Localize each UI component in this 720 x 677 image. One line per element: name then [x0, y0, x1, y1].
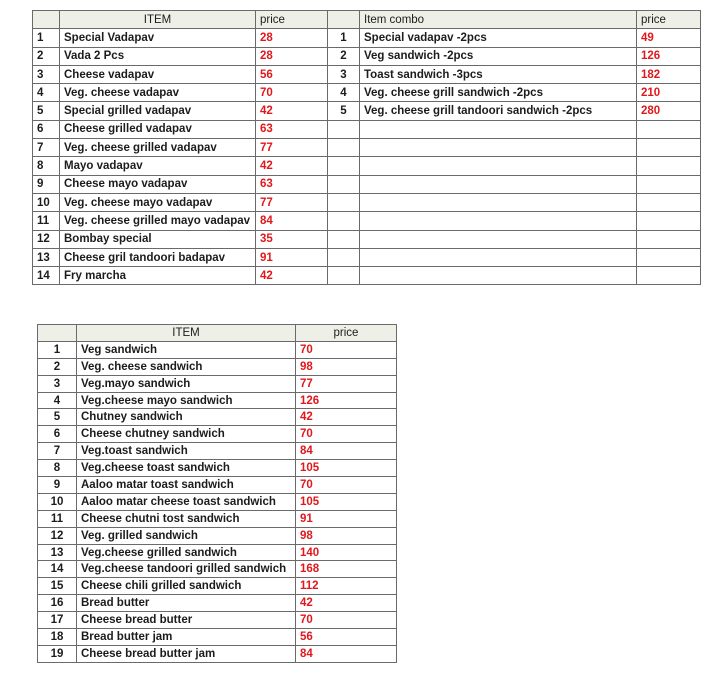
table-row	[38, 612, 397, 629]
table-row	[38, 375, 397, 392]
item-price: 70	[296, 612, 397, 629]
item-name: Bread butter	[77, 595, 296, 612]
item-combo-header: Item combo	[360, 11, 637, 29]
item-price: 126	[296, 392, 397, 409]
item-price: 28	[256, 29, 328, 47]
row-number: 10	[38, 493, 77, 510]
row-number: 9	[33, 175, 60, 193]
index-header	[33, 11, 60, 29]
combo-name	[360, 157, 637, 175]
item-name: Veg sandwich	[77, 341, 296, 358]
row-number: 19	[38, 645, 77, 662]
combo-price	[637, 120, 701, 138]
row-number: 10	[33, 193, 60, 211]
row-number: 14	[38, 561, 77, 578]
combo-number: 3	[328, 65, 360, 83]
item-name: Aaloo matar toast sandwich	[77, 477, 296, 494]
table-row	[38, 460, 397, 477]
row-number: 3	[33, 65, 60, 83]
item-name: Special Vadapav	[60, 29, 256, 47]
table-row	[33, 175, 701, 193]
item-name: Special grilled vadapav	[60, 102, 256, 120]
table-row	[38, 341, 397, 358]
table-row	[33, 230, 701, 248]
item-price: 105	[296, 460, 397, 477]
item-name: Veg. cheese vadapav	[60, 84, 256, 102]
combo-name	[360, 267, 637, 285]
combo-name	[360, 248, 637, 266]
combo-number	[328, 157, 360, 175]
item-name: Cheese mayo vadapav	[60, 175, 256, 193]
sandwich-table-body	[38, 341, 397, 662]
table-row	[38, 477, 397, 494]
table-row	[33, 193, 701, 211]
combo-name	[360, 175, 637, 193]
table-row	[33, 267, 701, 285]
item-price: 84	[296, 645, 397, 662]
row-number: 2	[38, 358, 77, 375]
item-price: 42	[256, 267, 328, 285]
combo-name	[360, 193, 637, 211]
item-name: Veg.toast sandwich	[77, 443, 296, 460]
combo-price	[637, 157, 701, 175]
row-number: 7	[33, 139, 60, 157]
item-price: 35	[256, 230, 328, 248]
item-name: Veg.cheese tandoori grilled sandwich	[77, 561, 296, 578]
combo-number	[328, 193, 360, 211]
item-price: 70	[296, 341, 397, 358]
item-name: Veg.cheese toast sandwich	[77, 460, 296, 477]
vadapav-combo-price-table	[32, 10, 701, 285]
combo-name: Veg. cheese grill tandoori sandwich -2pcs	[360, 102, 637, 120]
row-number: 13	[38, 544, 77, 561]
combo-price: 210	[637, 84, 701, 102]
table-row	[38, 392, 397, 409]
item-name: Cheese bread butter jam	[77, 645, 296, 662]
row-number: 14	[33, 267, 60, 285]
table-row	[33, 212, 701, 230]
item-price: 70	[256, 84, 328, 102]
table-row	[33, 120, 701, 138]
item-price: 70	[296, 477, 397, 494]
combo-price: 182	[637, 65, 701, 83]
row-number: 7	[38, 443, 77, 460]
price-header: price	[296, 325, 397, 342]
combo-number	[328, 175, 360, 193]
item-price: 42	[296, 409, 397, 426]
vadapav-table-body	[33, 29, 701, 285]
item-price: 63	[256, 175, 328, 193]
combo-number: 4	[328, 84, 360, 102]
table-row	[33, 65, 701, 83]
combo-price	[637, 267, 701, 285]
combo-number	[328, 230, 360, 248]
table-row	[33, 102, 701, 120]
table-row	[33, 47, 701, 65]
table-row	[33, 248, 701, 266]
item-price: 56	[256, 65, 328, 83]
item-name: Veg. grilled sandwich	[77, 527, 296, 544]
item-name: Mayo vadapav	[60, 157, 256, 175]
table-row	[38, 443, 397, 460]
row-number: 4	[38, 392, 77, 409]
combo-name	[360, 139, 637, 157]
item-name: Chutney sandwich	[77, 409, 296, 426]
row-number: 12	[38, 527, 77, 544]
combo-price	[637, 139, 701, 157]
item-name: Cheese chutney sandwich	[77, 426, 296, 443]
item-name: Bombay special	[60, 230, 256, 248]
combo-price	[637, 193, 701, 211]
table-row	[33, 157, 701, 175]
item-name: Vada 2 Pcs	[60, 47, 256, 65]
item-name: Cheese vadapav	[60, 65, 256, 83]
combo-number: 2	[328, 47, 360, 65]
combo-name: Veg. cheese grill sandwich -2pcs	[360, 84, 637, 102]
table-row	[38, 358, 397, 375]
row-number: 11	[38, 510, 77, 527]
item-name: Aaloo matar cheese toast sandwich	[77, 493, 296, 510]
combo-number	[328, 120, 360, 138]
item-name: Cheese chili grilled sandwich	[77, 578, 296, 595]
combo-name	[360, 120, 637, 138]
table-row	[38, 510, 397, 527]
item-price: 70	[296, 426, 397, 443]
combo-name	[360, 212, 637, 230]
row-number: 17	[38, 612, 77, 629]
table-row	[38, 426, 397, 443]
combo-number	[328, 248, 360, 266]
row-number: 6	[38, 426, 77, 443]
table-row	[38, 645, 397, 662]
item-price: 63	[256, 120, 328, 138]
item-name: Cheese gril tandoori badapav	[60, 248, 256, 266]
row-number: 2	[33, 47, 60, 65]
row-number: 11	[33, 212, 60, 230]
row-number: 15	[38, 578, 77, 595]
item-price: 112	[296, 578, 397, 595]
row-number: 12	[33, 230, 60, 248]
item-price: 98	[296, 358, 397, 375]
item-price: 84	[256, 212, 328, 230]
combo-price	[637, 230, 701, 248]
table-row	[38, 493, 397, 510]
row-number: 5	[38, 409, 77, 426]
row-number: 18	[38, 629, 77, 646]
item-price: 42	[296, 595, 397, 612]
row-number: 8	[38, 460, 77, 477]
item-name: Veg.cheese grilled sandwich	[77, 544, 296, 561]
table-row	[38, 629, 397, 646]
item-price: 105	[296, 493, 397, 510]
row-number: 16	[38, 595, 77, 612]
table-row	[38, 527, 397, 544]
combo-number	[328, 267, 360, 285]
table-row	[33, 84, 701, 102]
row-number: 3	[38, 375, 77, 392]
row-number: 1	[33, 29, 60, 47]
item-name: Veg. cheese grilled vadapav	[60, 139, 256, 157]
row-number: 4	[33, 84, 60, 102]
combo-number: 5	[328, 102, 360, 120]
item-price: 84	[296, 443, 397, 460]
item-price: 77	[256, 139, 328, 157]
row-number: 5	[33, 102, 60, 120]
combo-price: 126	[637, 47, 701, 65]
item-name: Bread butter jam	[77, 629, 296, 646]
row-number: 13	[33, 248, 60, 266]
combo-number: 1	[328, 29, 360, 47]
combo-price	[637, 248, 701, 266]
item-name: Veg. cheese sandwich	[77, 358, 296, 375]
item-price: 42	[256, 102, 328, 120]
combo-number	[328, 139, 360, 157]
row-number: 9	[38, 477, 77, 494]
item-price: 56	[296, 629, 397, 646]
combo-price: 280	[637, 102, 701, 120]
item-name: Veg.cheese mayo sandwich	[77, 392, 296, 409]
item-price: 28	[256, 47, 328, 65]
item-price: 91	[256, 248, 328, 266]
combo-price: 49	[637, 29, 701, 47]
table-header-row	[38, 325, 397, 342]
combo-number	[328, 212, 360, 230]
item-price: 98	[296, 527, 397, 544]
table-row	[38, 561, 397, 578]
table-row	[38, 409, 397, 426]
table-header-row	[33, 11, 701, 29]
index-header	[38, 325, 77, 342]
price-header: price	[256, 11, 328, 29]
item-price: 91	[296, 510, 397, 527]
combo-index-header	[328, 11, 360, 29]
item-price: 77	[296, 375, 397, 392]
combo-name	[360, 230, 637, 248]
item-price: 77	[256, 193, 328, 211]
combo-price-header: price	[637, 11, 701, 29]
row-number: 8	[33, 157, 60, 175]
sandwich-price-table	[37, 324, 397, 663]
item-name: Veg. cheese mayo vadapav	[60, 193, 256, 211]
item-name: Veg.mayo sandwich	[77, 375, 296, 392]
item-name: Veg. cheese grilled mayo vadapav	[60, 212, 256, 230]
combo-name: Veg sandwich -2pcs	[360, 47, 637, 65]
item-price: 140	[296, 544, 397, 561]
item-name: Fry marcha	[60, 267, 256, 285]
combo-price	[637, 175, 701, 193]
item-name: Cheese chutni tost sandwich	[77, 510, 296, 527]
item-name: Cheese bread butter	[77, 612, 296, 629]
table-row	[33, 29, 701, 47]
item-price: 168	[296, 561, 397, 578]
row-number: 6	[33, 120, 60, 138]
item-price: 42	[256, 157, 328, 175]
combo-price	[637, 212, 701, 230]
item-header: ITEM	[77, 325, 296, 342]
table-row	[38, 544, 397, 561]
table-row	[38, 595, 397, 612]
table-row	[38, 578, 397, 595]
item-header: ITEM	[60, 11, 256, 29]
combo-name: Special vadapav -2pcs	[360, 29, 637, 47]
combo-name: Toast sandwich -3pcs	[360, 65, 637, 83]
table-row	[33, 139, 701, 157]
row-number: 1	[38, 341, 77, 358]
item-name: Cheese grilled vadapav	[60, 120, 256, 138]
